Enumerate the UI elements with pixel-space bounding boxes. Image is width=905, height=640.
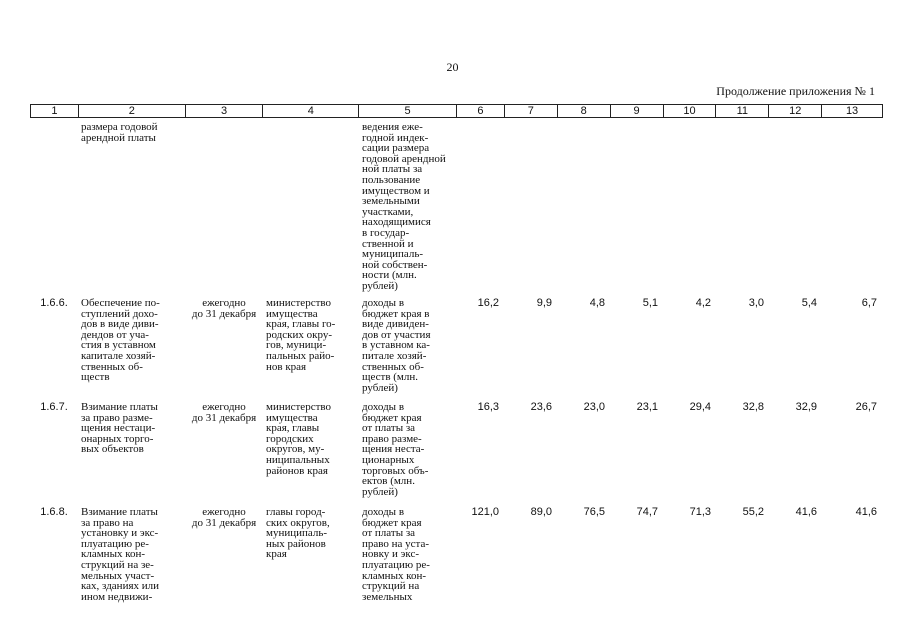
row-value: [823, 122, 883, 292]
row-value: 76,5: [583, 506, 605, 518]
column-header: 4: [263, 105, 359, 117]
row-value: 23,1: [636, 401, 658, 413]
row-value: 5,1: [642, 297, 658, 309]
row-value: 3,0: [748, 297, 764, 309]
row-indicator: доходы в бюджет края от платы за право разме- щения неста- ционарных торговых объ- ектов (млн. рублей): [362, 401, 429, 498]
row-value: 121,0: [471, 506, 499, 518]
column-header: 9: [611, 105, 664, 117]
row-value: 16,3: [477, 401, 499, 413]
column-header: 6: [457, 105, 505, 117]
row-indicator: доходы в бюджет края в виде дивиден- дов от участия в уставном ка- питале хозяй- ственных об- ществ (млн. рублей): [362, 297, 431, 394]
row-value: [664, 122, 717, 292]
column-header: 12: [769, 105, 822, 117]
row-executor: главы город- ских округов, муниципаль- ных районов края: [266, 506, 330, 561]
row-deadline: ежегодно до 31 декабря: [191, 506, 257, 529]
row-value: 6,7: [861, 297, 877, 309]
row-value: 74,7: [636, 506, 658, 518]
row-indicator: доходы в бюджет края от платы за право на уста- новку и экс- плуатацию ре- кламных кон- струкций на земельных: [362, 506, 430, 603]
row-deadline: [185, 122, 263, 292]
row-code: 1.6.8.: [40, 506, 68, 518]
row-value: 41,6: [795, 506, 817, 518]
column-header: 2: [79, 105, 186, 117]
row-value: [770, 122, 823, 292]
row-name: Взимание платы за право разме- щения нестаци- онарных торго- вых объектов: [81, 401, 158, 456]
column-header: 3: [186, 105, 264, 117]
table-row: [30, 507, 883, 602]
row-value: 29,4: [689, 401, 711, 413]
row-value: 23,0: [583, 401, 605, 413]
row-executor: министерство имущества края, главы городских округов, му- ниципальных районов края: [266, 401, 332, 477]
row-value: 23,6: [530, 401, 552, 413]
row-name: Взимание платы за право на установку и экс- плуатацию ре- кламных кон- струкций на зе- мельных участ- ках, зданиях или ином недвижи-: [81, 506, 160, 603]
row-value: [505, 122, 558, 292]
row-value: 9,9: [536, 297, 552, 309]
row-indicator: ведения еже- годной индек- сации размера годовой арендной ной платы за пользование имуществом и земельными участками, находящимися в государ- ственной и муниципаль- ной собствен- ности (млн. рублей): [362, 121, 446, 292]
column-header: 5: [359, 105, 457, 117]
row-value: 89,0: [530, 506, 552, 518]
continuation-label: Продолжение приложения № 1: [716, 84, 875, 98]
table-header: [30, 104, 883, 118]
row-value: [558, 122, 611, 292]
row-deadline: ежегодно до 31 декабря: [191, 297, 257, 320]
row-value: 32,9: [795, 401, 817, 413]
row-value: 16,2: [477, 297, 499, 309]
column-header: 8: [558, 105, 611, 117]
row-code: 1.6.7.: [40, 401, 68, 413]
table-row: [30, 298, 883, 393]
row-name: размера годовой арендной платы: [81, 121, 158, 144]
row-value: 71,3: [689, 506, 711, 518]
column-header: 13: [845, 105, 859, 117]
row-value: [717, 122, 770, 292]
row-value: 32,8: [742, 401, 764, 413]
page-number: 20: [446, 60, 459, 74]
row-value: 4,2: [695, 297, 711, 309]
column-header: 7: [505, 105, 558, 117]
table-row: [30, 402, 883, 497]
row-executor: министерство имущества края, главы го- родских окру- гов, муници- пальных райо- нов края: [266, 297, 336, 373]
column-header: 10: [664, 105, 717, 117]
row-value: [611, 122, 664, 292]
row-deadline: ежегодно до 31 декабря: [191, 401, 257, 424]
row-value: 55,2: [742, 506, 764, 518]
row-value: [457, 122, 505, 292]
row-value: 41,6: [855, 506, 877, 518]
row-value: 26,7: [855, 401, 877, 413]
row-executor: [263, 122, 359, 292]
table-row: [30, 122, 883, 292]
row-value: 4,8: [589, 297, 605, 309]
row-value: 5,4: [801, 297, 817, 309]
row-code: 1.6.6.: [40, 297, 68, 309]
row-name: Обеспечение по- ступлений дохо- дов в виде диви- дендов от уча- стия в уставном капитале хозяй- ственных об- ществ: [81, 297, 160, 384]
row-code: [30, 122, 78, 292]
column-header: 11: [716, 105, 769, 117]
column-header: 1: [31, 105, 79, 117]
